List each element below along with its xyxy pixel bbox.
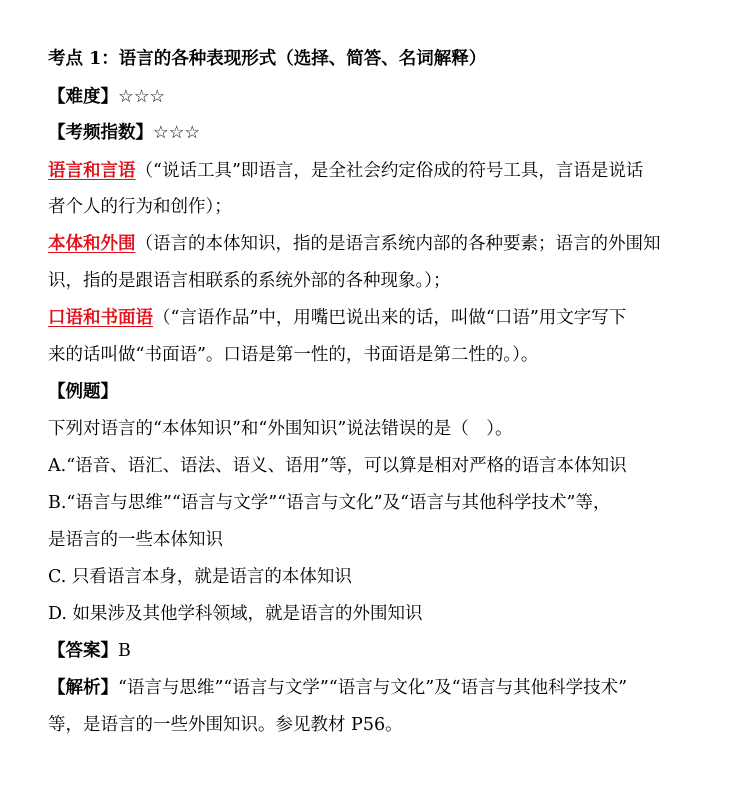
analysis-line-1	[48, 677, 627, 699]
definition-2-line-1	[48, 233, 661, 255]
example-heading: 【例题】	[48, 382, 118, 402]
definition-1-line-1	[48, 160, 643, 182]
term-spoken-written: 口语和书面语	[48, 308, 153, 328]
option-c: C. 只看语言本身，就是语言的本体知识	[48, 567, 352, 587]
option-b-line-1: B.“语言与思维”“语言与文学”“语言与文化”及“语言与其他科学技术”等，	[48, 493, 611, 513]
frequency-row	[48, 122, 200, 144]
frequency-stars: ☆☆☆	[153, 123, 201, 143]
option-b-line-2: 是语言的一些本体知识	[48, 530, 223, 550]
frequency-label: 【考频指数】	[48, 123, 153, 143]
difficulty-row	[48, 86, 165, 108]
analysis-label: 【解析】	[48, 678, 118, 698]
question-text: 下列对语言的“本体知识”和“外围知识”说法错误的是（ ）。	[48, 419, 513, 439]
definition-2-text: （语言的本体知识，指的是语言系统内部的各种要素；语言的外围知	[135, 234, 661, 254]
term-core-periphery: 本体和外围	[48, 234, 136, 254]
term-language-speech: 语言和言语	[48, 161, 136, 181]
difficulty-stars: ☆☆☆	[118, 87, 166, 107]
definition-3-line-1	[48, 307, 626, 329]
definition-1-text: （“说话工具”即语言，是全社会约定俗成的符号工具，言语是说话	[135, 161, 644, 181]
answer-label: 【答案】	[48, 641, 118, 661]
answer-value: B	[118, 641, 131, 661]
definition-3-text: （“言语作品”中，用嘴巴说出来的话，叫做“口语”用文字写下	[153, 308, 627, 328]
answer-row	[48, 640, 131, 662]
option-d: D. 如果涉及其他学科领域，就是语言的外围知识	[48, 604, 423, 624]
definition-2-line-2: 识，指的是跟语言相联系的系统外部的各种现象。）；	[48, 271, 451, 291]
option-a: A.“语音、语汇、语法、语义、语用”等，可以算是相对严格的语言本体知识	[48, 456, 627, 476]
analysis-text: “语言与思维”“语言与文学”“语言与文化”及“语言与其他科学技术”	[118, 678, 628, 698]
analysis-line-2: 等，是语言的一些外围知识。参见教材 P56。	[48, 715, 403, 735]
definition-3-line-2: 来的话叫做“书面语”。口语是第一性的，书面语是第二性的。）。	[48, 345, 539, 365]
difficulty-label: 【难度】	[48, 87, 118, 107]
section-title: 考点 1：语言的各种表现形式（选择、简答、名词解释）	[48, 49, 487, 69]
definition-1-line-2: 者个人的行为和创作）；	[48, 197, 232, 217]
